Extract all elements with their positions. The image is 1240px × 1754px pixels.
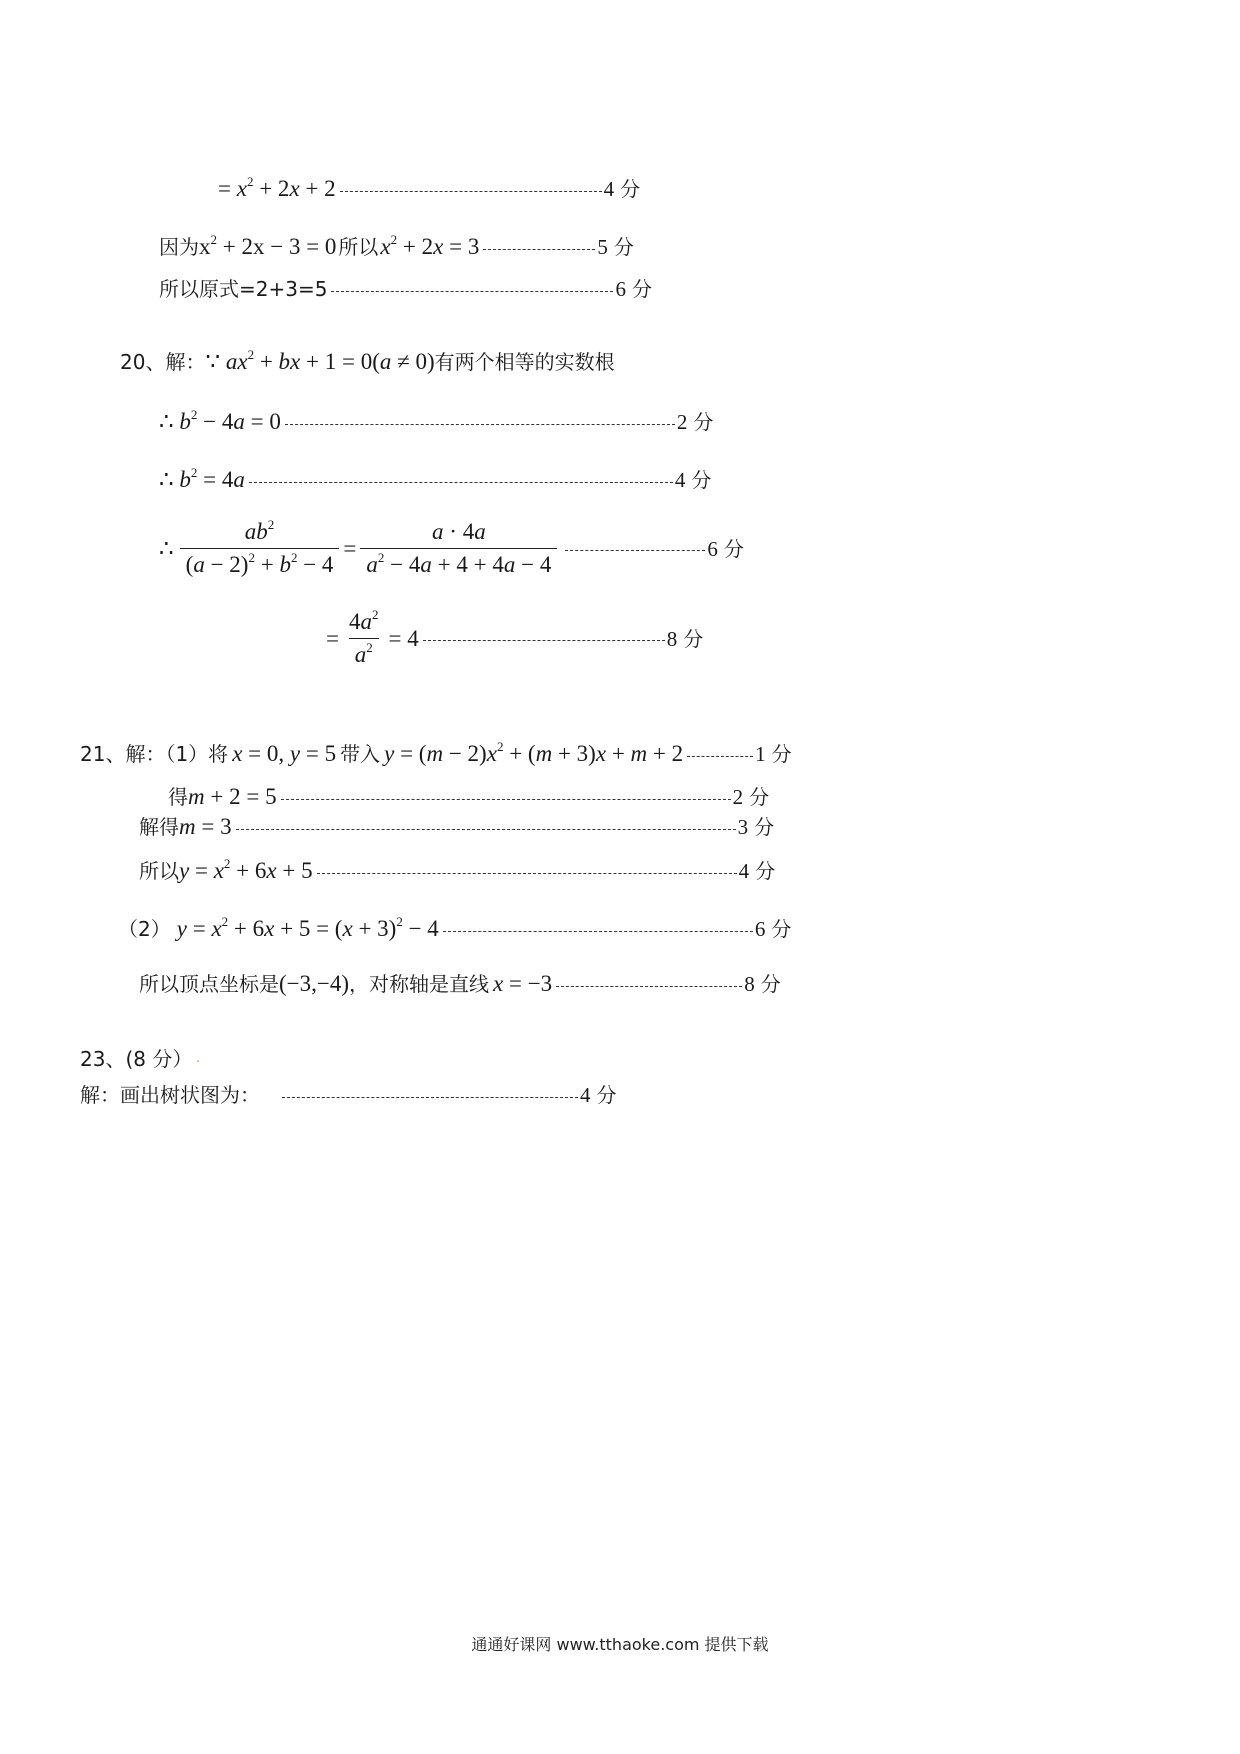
math-expression: = 4 [388,625,419,651]
q21-line-4 [118,915,791,943]
q21-line-2 [139,813,774,841]
sub-question-label: （2） [118,917,171,941]
dash-leader [249,482,673,483]
text: 因为 [159,235,199,259]
math-expression: ∴ $b^2 - 4a = 0$ [159,407,281,434]
question-label: 21、解：（1）将 [80,742,229,766]
numerator: $4a^2$ [348,607,379,634]
q21-heading [80,740,792,768]
math-expression: = $x^2 + 2x + 2$ [218,174,336,201]
text: 得 [168,785,188,809]
score: 4 分 [603,177,641,201]
numerator: $ab^2$ [244,517,275,544]
math-expression: x = 0, y = 5 [232,741,337,766]
dash-leader [282,1097,578,1098]
text: 所以原式=2+3=5 [159,277,328,301]
math-expression: (−3,−4) [279,971,350,996]
math-expression: $y = x^2 + 6x + 5 = (x + 3)^2 - 4$ [176,914,439,941]
text: 解：画出树状图为： [80,1083,260,1107]
q19-line-2 [159,233,634,261]
numerator: a · 4a [432,519,486,544]
score: 1 分 [755,742,792,766]
therefore-symbol: ∴ [159,535,174,561]
math-expression: $y = (m - 2)x^2 + (m + 3)x + m + 2$ [384,739,684,766]
q19-line-1 [218,175,640,203]
math-expression: ∴ $b^2 = 4a$ [159,465,245,492]
q20-line-4 [326,608,703,669]
q21-line-5 [139,970,781,998]
q20-line-3 [159,518,744,579]
q20-line-2 [159,466,711,494]
footer-text: 通通好课网 www.tthaoke.com 提供下载 [471,1635,769,1654]
q21-line-1 [168,783,769,811]
text: 解得 [139,815,179,839]
score: 4 分 [580,1083,617,1107]
fraction [343,608,385,669]
dash-leader [317,873,737,874]
score: 2 分 [676,410,714,434]
text: 所以 [338,235,379,259]
dash-leader [331,291,613,292]
score: 6 分 [615,277,652,301]
page-footer [0,1632,1240,1655]
question-label: 20、解： [120,350,206,374]
score: 5 分 [597,235,634,259]
equals-sign: = [326,625,339,651]
dash-leader [687,756,753,757]
text: 有两个相等的实数根 [434,350,615,374]
score: 8 分 [744,972,781,996]
score: 3 分 [737,815,775,839]
denominator: $(a - 2)^2 + b^2 - 4$ [180,548,340,579]
question-label: 23、(8 分） [80,1047,193,1071]
dash-leader [236,829,736,830]
q21-line-3 [139,857,775,885]
dash-leader [483,249,595,250]
q20-line-1 [159,408,713,436]
math-expression: x = −3 [493,971,553,996]
score: 2 分 [732,785,770,809]
math-expression: $x^2 + 2x = 3$ [380,232,480,259]
score: 4 分 [738,859,776,883]
dash-leader [285,424,675,425]
math-expression: $x^2 + 2x - 3 = 0$ [199,232,337,259]
text: ，对称轴是直线 [349,972,490,996]
stray-mark: . [196,1051,200,1066]
score: 8 分 [666,626,704,651]
dash-leader [340,191,602,192]
denominator: $a^2$ [349,638,379,669]
dash-leader [565,550,705,551]
math-expression: ∵ $ax^2$ + bx + 1 = 0(a ≠ 0) [205,347,435,374]
text: 所以 [139,859,179,883]
fraction [360,518,557,579]
math-expression: $y = x^2 + 6x + 5$ [179,856,313,883]
math-expression: m + 2 = 5 [188,784,277,809]
math-expression: m = 3 [179,814,232,839]
text: 带入 [340,742,381,766]
text: 所以顶点坐标是 [139,972,279,996]
score: 6 分 [754,917,792,941]
dash-leader [423,640,665,641]
equals-sign: = [343,535,357,561]
dash-leader [281,799,731,800]
score: 6 分 [707,536,744,561]
dash-leader [556,986,742,987]
fraction [180,518,340,579]
score: 4 分 [674,468,712,492]
q23-line-1 [80,1081,617,1109]
q23-heading [80,1045,200,1073]
q20-heading [120,348,615,376]
q19-line-3 [159,275,652,303]
denominator: $a^2 - 4a + 4 + 4a - 4$ [360,548,557,579]
dash-leader [443,931,753,932]
